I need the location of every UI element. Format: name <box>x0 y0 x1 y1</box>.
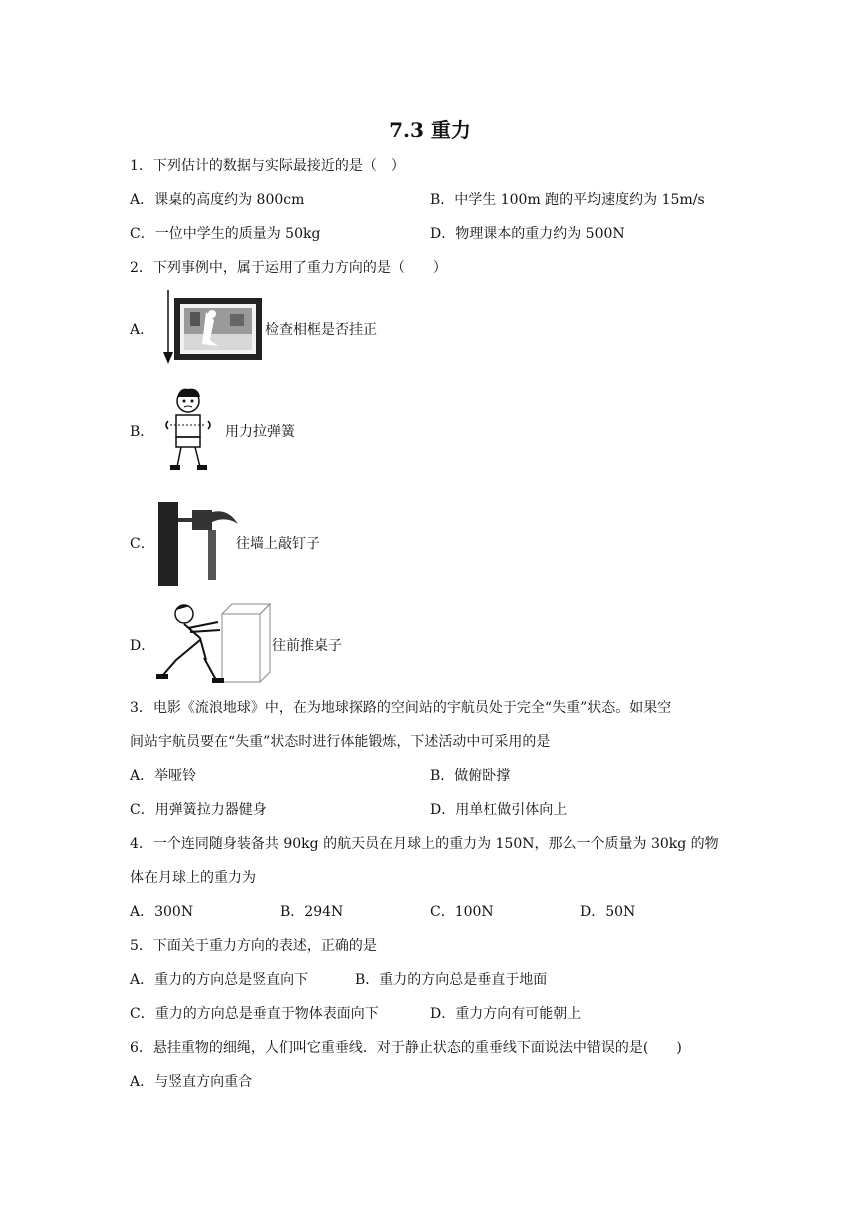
page-title: 7.3 重力 <box>389 118 471 142</box>
question-6-option-a: A．与竖直方向重合 <box>130 1074 253 1090</box>
option-caption: 检查相框是否挂正 <box>265 322 377 338</box>
question-5-option-c: C．重力的方向总是垂直于物体表面向下 <box>130 1006 379 1022</box>
hammer-nail-wall-icon <box>156 502 240 586</box>
option-label: A． <box>130 322 155 338</box>
person-pulling-spring-icon <box>160 385 216 475</box>
option-label: C． <box>130 536 155 552</box>
option-label: D． <box>130 638 156 654</box>
question-5-option-a: A．重力的方向总是竖直向下 <box>130 972 309 988</box>
question-4-stem-line-1: 4．一个连同随身装备共 90kg 的航天员在月球上的重力为 150N，那么一个质量为 30kg 的物 <box>130 836 719 852</box>
question-1-option-c: C．一位中学生的质量为 50kg <box>130 226 321 242</box>
question-3-option-c: C．用弹簧拉力器健身 <box>130 802 267 818</box>
question-4-stem-line-2: 体在月球上的重力为 <box>130 870 256 886</box>
question-4-option-a: A．300N <box>130 904 194 920</box>
question-3-option-d: D．用单杠做引体向上 <box>430 802 568 818</box>
question-2-stem: 2．下列事例中，属于运用了重力方向的是（ ） <box>130 260 447 276</box>
option-caption: 往前推桌子 <box>272 638 342 654</box>
question-3-stem-line-1: 3．电影《流浪地球》中，在为地球探路的空间站的宇航员处于完全“失重”状态。如果空 <box>130 700 672 716</box>
person-pushing-table-icon <box>156 600 272 684</box>
question-1-option-a: A．课桌的高度约为 800cm <box>130 192 305 208</box>
question-1-option-d: D．物理课本的重力约为 500N <box>430 226 625 242</box>
question-4-option-c: C．100N <box>430 904 494 920</box>
option-label: B． <box>130 424 155 440</box>
question-4-option-b: B．294N <box>280 904 344 920</box>
question-5-option-d: D．重力方向有可能朝上 <box>430 1006 582 1022</box>
question-3-option-a: A．举哑铃 <box>130 768 197 784</box>
question-4-option-d: D．50N <box>580 904 636 920</box>
option-caption: 用力拉弹簧 <box>225 424 295 440</box>
question-3-option-b: B．做俯卧撑 <box>430 768 511 784</box>
question-6-stem: 6．悬挂重物的细绳，人们叫它重垂线．对于静止状态的重垂线下面说法中错误的是( ) <box>130 1040 682 1056</box>
question-3-stem-line-2: 间站宇航员要在“失重”状态时进行体能锻炼，下述活动中可采用的是 <box>130 734 551 750</box>
question-5-stem: 5．下面关于重力方向的表述，正确的是 <box>130 938 377 954</box>
question-1-stem: 1．下列估计的数据与实际最接近的是（ ） <box>130 158 405 174</box>
plumb-line-picture-frame-icon <box>156 290 266 366</box>
question-5-option-b: B．重力的方向总是垂直于地面 <box>355 972 548 988</box>
question-1-option-b: B．中学生 100m 跑的平均速度约为 15m/s <box>430 192 705 208</box>
option-caption: 往墙上敲钉子 <box>236 536 320 552</box>
